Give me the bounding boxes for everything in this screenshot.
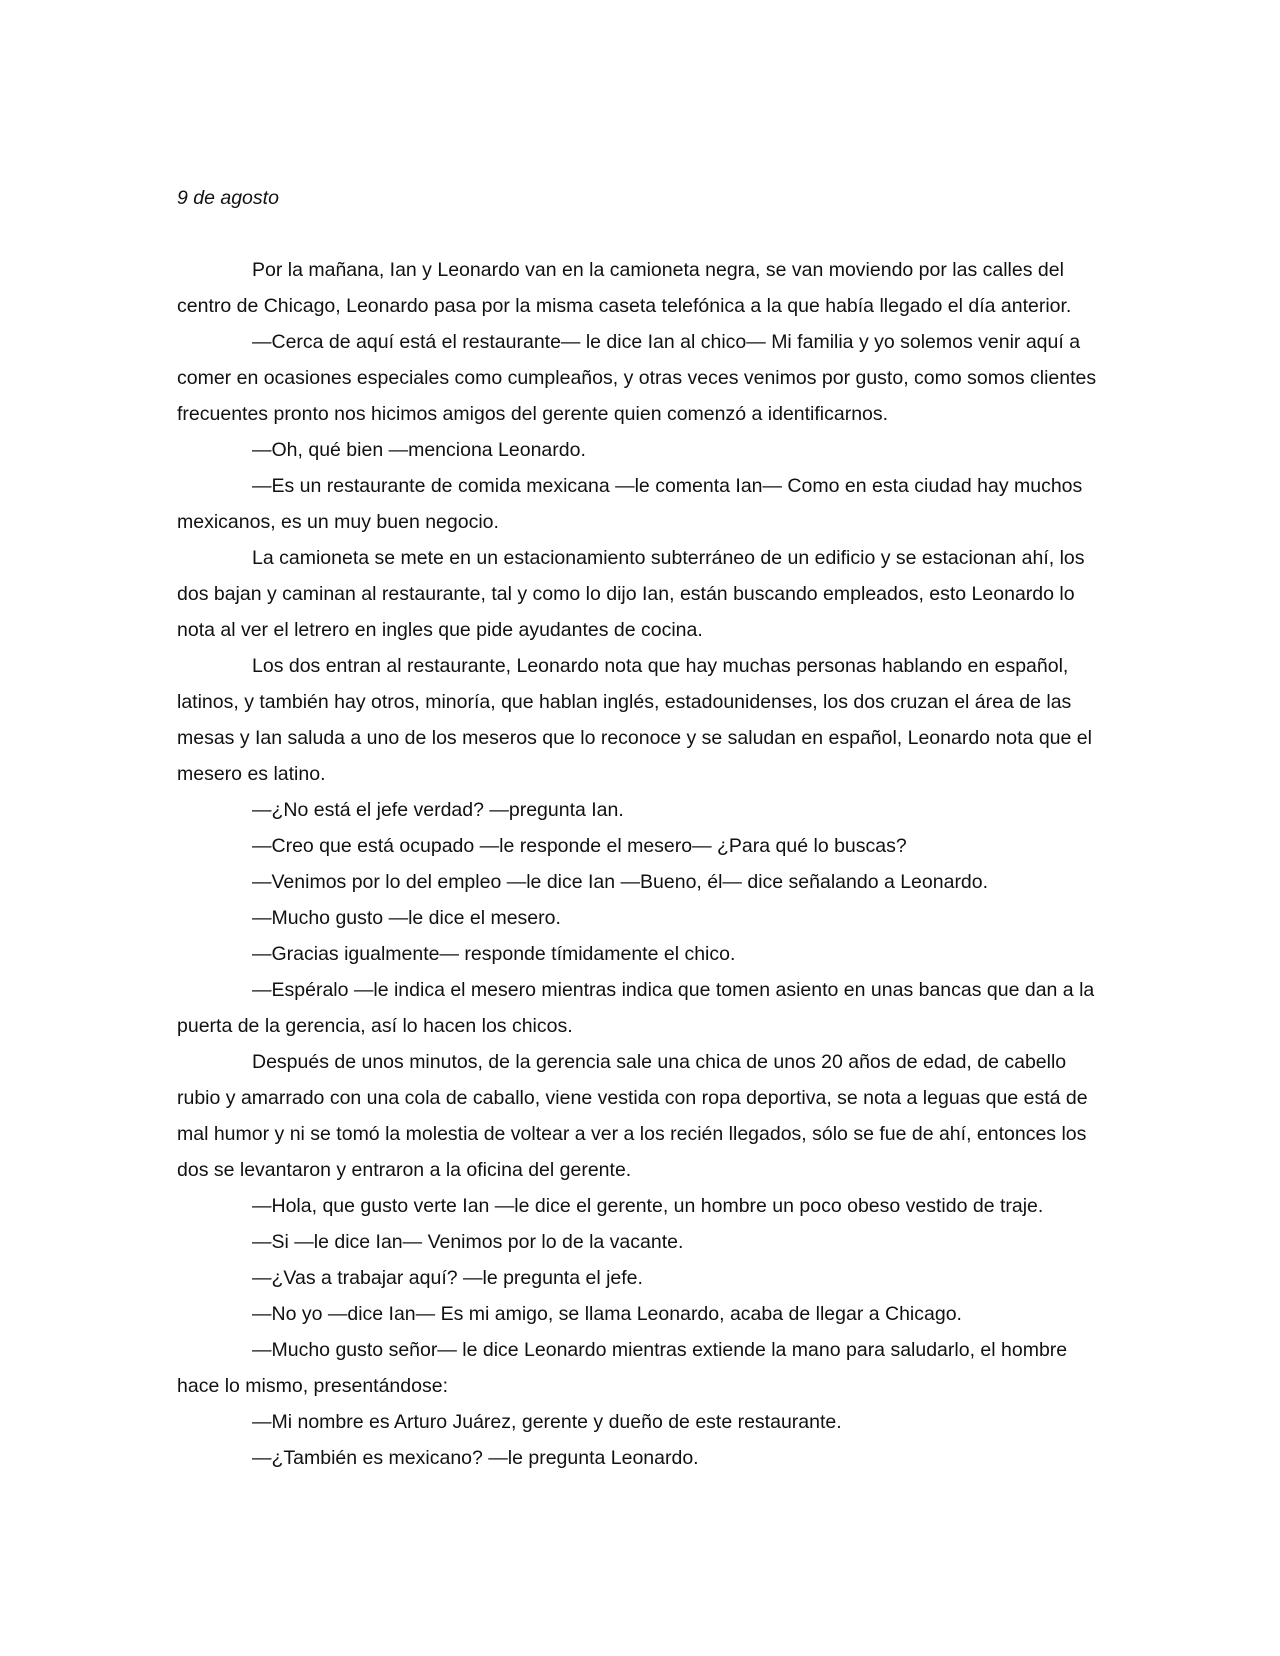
paragraph: —Es un restaurante de comida mexicana —le comenta Ian— Como en esta ciudad hay muchos mexicanos, es un muy buen negocio. [177,475,1083,533]
paragraph: —¿No está el jefe verdad? —pregunta Ian. [252,799,624,821]
paragraph: —No yo —dice Ian— Es mi amigo, se llama Leonardo, acaba de llegar a Chicago. [252,1303,962,1325]
paragraph: —Mucho gusto señor— le dice Leonardo mientras extiende la mano para saludarlo, el hombre hace lo mismo, presentándose: [177,1339,1068,1397]
paragraph: Después de unos minutos, de la gerencia sale una chica de unos 20 años de edad, de cabello rubio y amarrado con una cola de caballo, viene vestida con ropa deportiva, se nota a leguas que está de mal humor y ni se tomó la molestia de voltear a ver a los recién llegados, sólo se fue de ahí, entonces los dos se levantaron y entraron a la oficina del gerente. [177,1051,1088,1181]
paragraph: —Cerca de aquí está el restaurante— le dice Ian al chico— Mi familia y yo solemos venir aquí a comer en ocasiones especiales como cumpleaños, y otras veces venimos por gusto, como somos clientes frecuentes pronto nos hicimos amigos del gerente quien comenzó a identificarnos. [177,331,1097,425]
paragraph: —Oh, qué bien —menciona Leonardo. [252,439,586,461]
paragraph: —Mucho gusto —le dice el mesero. [252,907,561,929]
entry-date: 9 de agosto [177,187,279,209]
paragraph: —Hola, que gusto verte Ian —le dice el gerente, un hombre un poco obeso vestido de traje. [252,1195,1044,1217]
paragraph: La camioneta se mete en un estacionamiento subterráneo de un edificio y se estacionan ahí, los dos bajan y caminan al restaurante, tal y como lo dijo Ian, están buscando empleados, esto Leonardo lo nota al ver el letrero en ingles que pide ayudantes de cocina. [177,547,1085,641]
paragraph: —Mi nombre es Arturo Juárez, gerente y dueño de este restaurante. [252,1411,842,1433]
paragraph: —¿Vas a trabajar aquí? —le pregunta el jefe. [252,1267,643,1289]
document-body [177,180,1097,1476]
paragraph: —Creo que está ocupado —le responde el mesero— ¿Para qué lo buscas? [252,835,907,857]
paragraph: —Si —le dice Ian— Venimos por lo de la vacante. [252,1231,684,1253]
paragraph: —¿También es mexicano? —le pregunta Leonardo. [252,1447,699,1469]
paragraph: —Venimos por lo del empleo —le dice Ian —Bueno, él— dice señalando a Leonardo. [252,871,989,893]
paragraph: Por la mañana, Ian y Leonardo van en la camioneta negra, se van moviendo por las calles del centro de Chicago, Leonardo pasa por la misma caseta telefónica a la que había llegado el día anterior. [177,259,1072,317]
paragraph: —Gracias igualmente— responde tímidamente el chico. [252,943,736,965]
paragraph: Los dos entran al restaurante, Leonardo nota que hay muchas personas hablando en español, latinos, y también hay otros, minoría, que hablan inglés, estadounidenses, los dos cruzan el área de las mesas y Ian saluda a uno de los meseros que lo reconoce y se saludan en español, Leonardo nota que el mesero es latino. [177,655,1092,785]
paragraph: —Espéralo —le indica el mesero mientras indica que tomen asiento en unas bancas que dan a la puerta de la gerencia, así lo hacen los chicos. [177,979,1095,1037]
